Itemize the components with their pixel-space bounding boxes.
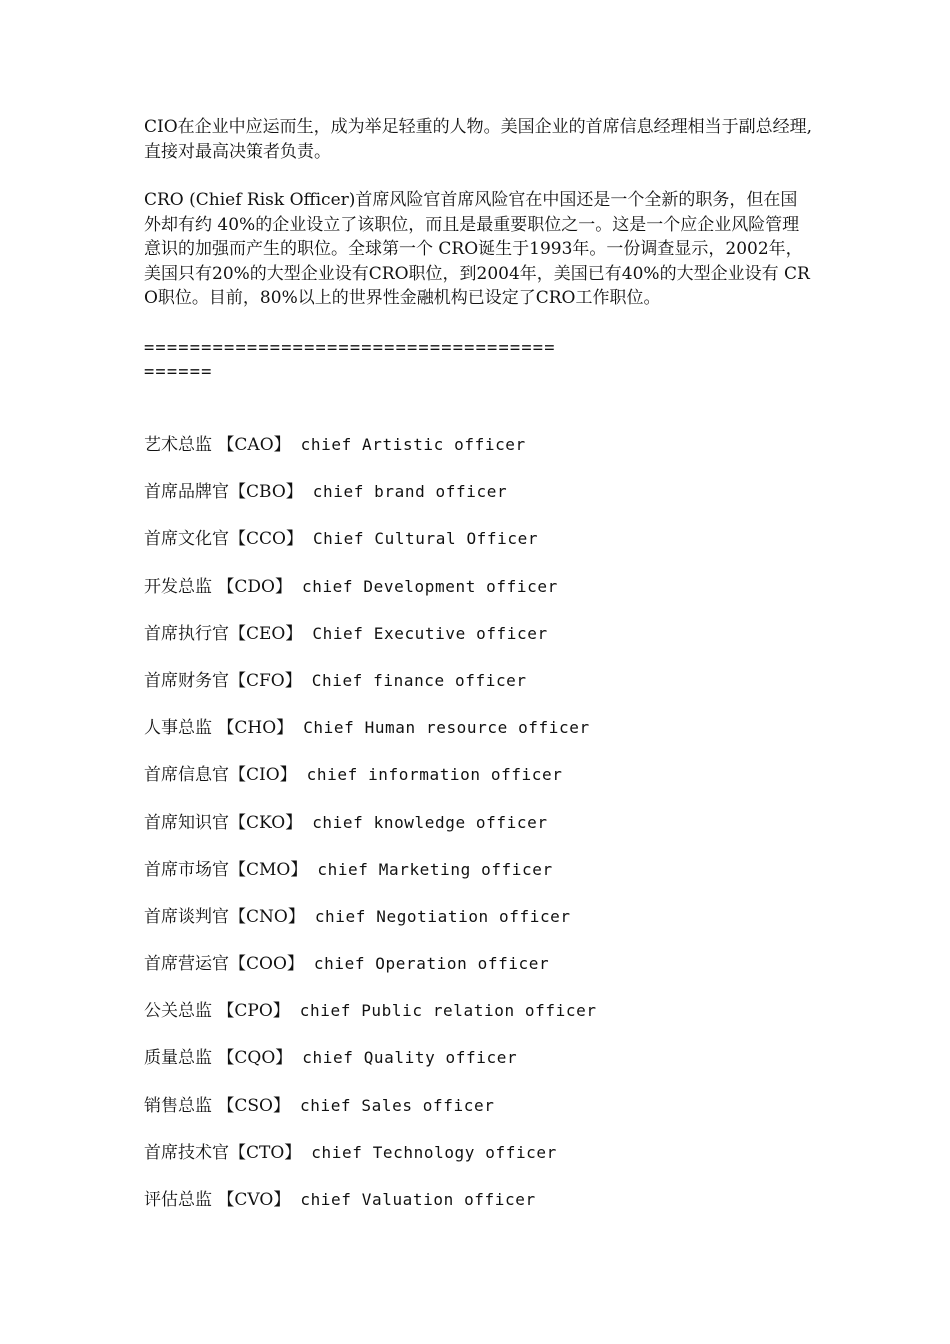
title-chinese: 首席文化官	[144, 529, 229, 550]
title-chinese: 首席技术官	[144, 1142, 229, 1163]
title-list-item	[144, 761, 824, 808]
title-english: chief Quality officer	[302, 1048, 518, 1068]
title-list-item	[144, 714, 824, 761]
title-english: chief Public relation officer	[299, 1001, 597, 1021]
title-chinese: 首席财务官	[144, 670, 229, 691]
title-abbreviation: 【CIO】	[229, 765, 297, 786]
title-english: Chief finance officer	[311, 670, 527, 690]
title-abbreviation: 【CAO】	[217, 435, 291, 455]
title-list-item	[144, 573, 824, 620]
title-chinese: 销售总监	[144, 1095, 218, 1116]
title-english: Chief Executive officer	[312, 623, 548, 643]
title-abbreviation: 【CFO】	[229, 670, 302, 691]
title-chinese: 首席信息官	[144, 765, 229, 786]
title-abbreviation: 【CVO】	[217, 1190, 291, 1210]
title-english: chief Development officer	[301, 576, 558, 596]
title-chinese: 首席品牌官	[144, 482, 229, 503]
title-chinese: 首席谈判官	[144, 906, 229, 927]
title-list-item	[144, 903, 824, 950]
separator-line: ====================================	[144, 338, 556, 358]
title-english: chief Negotiation officer	[314, 906, 571, 926]
title-abbreviation: 【CEO】	[229, 623, 303, 644]
title-chinese: 艺术总监	[144, 435, 218, 455]
separator-line-continued: ======	[144, 362, 213, 382]
title-chinese: 首席营运官	[144, 954, 229, 975]
title-chinese: 人事总监	[144, 718, 218, 739]
title-english: chief knowledge officer	[312, 812, 548, 832]
title-list-item	[144, 1092, 824, 1139]
title-abbreviation: 【CQO】	[217, 1048, 293, 1069]
title-abbreviation: 【CPO】	[217, 1001, 290, 1022]
title-list-item	[144, 525, 824, 572]
title-abbreviation: 【CBO】	[229, 482, 303, 503]
title-chinese: 首席市场官	[144, 859, 229, 880]
title-list	[144, 431, 824, 1233]
title-list-item	[144, 620, 824, 667]
title-chinese: 首席知识官	[144, 812, 229, 833]
paragraph-cio: CIO在企业中应运而生，成为举足轻重的人物。美国企业的首席信息经理相当于副总经理,直接对最高决策者负责。	[144, 117, 813, 162]
title-english: chief Technology officer	[311, 1142, 557, 1162]
title-list-item	[144, 809, 824, 856]
title-english: chief Marketing officer	[317, 859, 553, 879]
title-list-item	[144, 1186, 824, 1233]
title-abbreviation: 【CDO】	[217, 576, 292, 597]
title-list-item	[144, 667, 824, 714]
title-list-item	[144, 1139, 824, 1186]
title-chinese: 质量总监	[144, 1048, 218, 1069]
title-list-item	[144, 856, 824, 903]
title-chinese: 首席执行官	[144, 623, 229, 644]
title-abbreviation: 【CMO】	[229, 859, 308, 880]
title-chinese: 公关总监	[144, 1001, 218, 1022]
paragraph-cro: CRO (Chief Risk Officer)首席风险官首席风险官在中国还是一个全新的职务，但在国外却有约 40%的企业设立了该职位，而且是最重要职位之一。这是一个应企业风险管理意识的加强而产生的职位。全球第一个 CRO诞生于1993年。一份调查显示，2002年，美国只有20%的大型企业设有CRO职位，到2004年，美国已有40%的大型企业设有 CRO职位。目前，80%以上的世界性金融机构已设定了CRO工作职位。	[144, 190, 810, 308]
title-abbreviation: 【COO】	[229, 954, 304, 975]
title-list-item	[144, 1044, 824, 1091]
title-abbreviation: 【CTO】	[229, 1142, 302, 1163]
title-abbreviation: 【CHO】	[217, 718, 294, 739]
title-english: chief Operation officer	[313, 954, 550, 974]
title-abbreviation: 【CCO】	[229, 529, 303, 550]
title-chinese: 开发总监	[144, 576, 218, 597]
title-english: chief information officer	[306, 765, 563, 785]
title-list-item	[144, 431, 824, 478]
title-english: Chief Cultural Officer	[312, 529, 539, 549]
title-list-item	[144, 950, 824, 997]
title-list-item	[144, 478, 824, 525]
title-english: chief brand officer	[312, 482, 508, 502]
title-english: Chief Human resource officer	[303, 718, 590, 738]
title-abbreviation: 【CSO】	[217, 1095, 290, 1116]
title-abbreviation: 【CNO】	[229, 906, 305, 927]
title-english: chief Valuation officer	[300, 1190, 536, 1209]
title-english: chief Sales officer	[300, 1095, 495, 1115]
title-chinese: 评估总监	[144, 1190, 218, 1210]
title-list-item	[144, 997, 824, 1044]
title-abbreviation: 【CKO】	[229, 812, 303, 833]
title-english: chief Artistic officer	[300, 435, 526, 454]
